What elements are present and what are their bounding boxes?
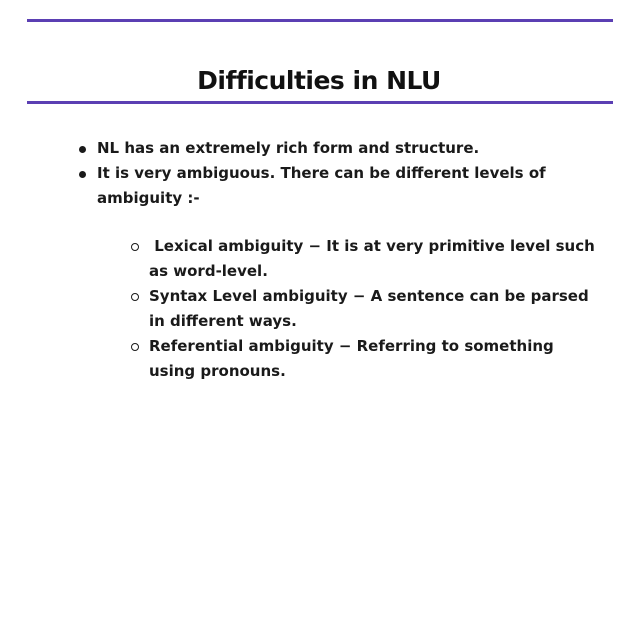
sub-bullet-text: Syntax Level ambiguity − A sentence can be parsed in different ways. [149,287,589,330]
bullet-list [76,136,601,384]
sub-bullet-text: Lexical ambiguity − It is at very primitive level such as word-level. [149,237,601,280]
top-divider [27,19,613,22]
bullet-text: NL has an extremely rich form and structure. [97,139,480,157]
title-underline-divider [27,101,613,104]
sub-bullet-list [128,234,601,384]
sub-bullet-item-syntax [128,284,596,334]
slide-body [76,136,601,384]
sub-bullet-text: Referential ambiguity − Referring to something using pronouns. [149,337,554,380]
bullet-text: It is very ambiguous. There can be different levels of ambiguity :- [97,164,546,207]
bullet-item-ambiguous [76,161,601,384]
slide-title: Difficulties in NLU [197,65,441,95]
bullet-item-rich-form [76,136,596,161]
sub-bullet-item-referential [128,334,596,384]
sub-bullet-item-lexical [128,234,601,284]
